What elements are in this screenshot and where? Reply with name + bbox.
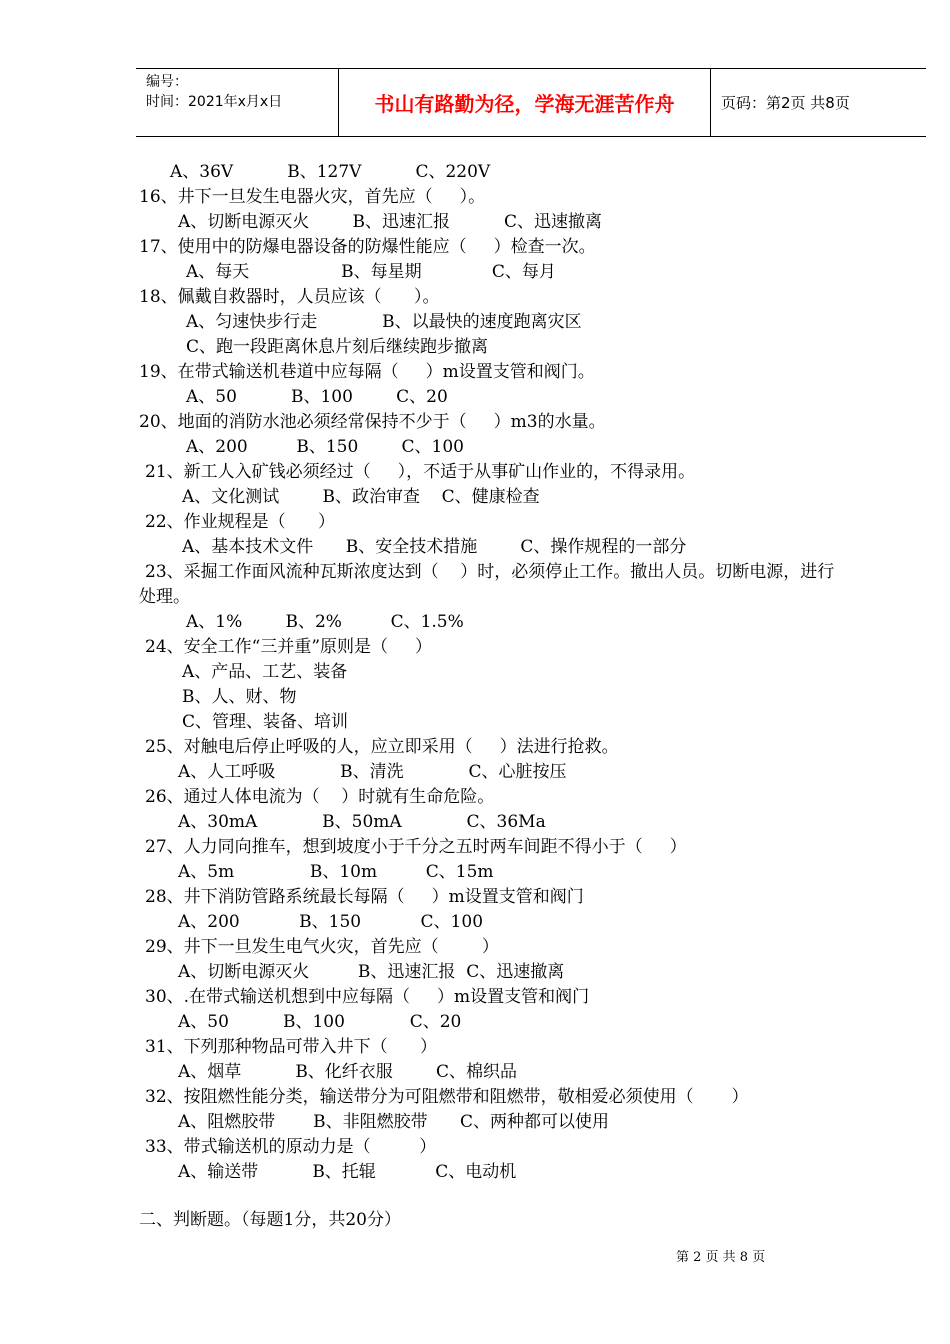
text-line: A、切断电源灭火 B、迅速汇报 C、迅速撤离	[178, 962, 565, 982]
text-line: 16、井下一旦发生电器火灾，首先应（ ）。	[139, 187, 486, 207]
text-line: 33、带式输送机的原动力是（ ）	[145, 1137, 437, 1157]
time-label: 时间：2021年x月x日	[146, 94, 283, 110]
text-line: 29、井下一旦发生电气火灾，首先应（ ）	[145, 937, 499, 957]
text-line: A、匀速快步行走 B、以最快的速度跑离灾区	[186, 312, 582, 332]
text-line: A、切断电源灭火 B、迅速汇报 C、迅速撤离	[178, 212, 603, 232]
text-line: 28、井下消防管路系统最长每隔（ ）m设置支管和阀门	[145, 887, 584, 907]
text-line: C、跑一段距离休息片刻后继续跑步撤离	[186, 337, 489, 357]
text-line: 25、对触电后停止呼吸的人，应立即采用（ ）法进行抢救。	[145, 737, 619, 757]
text-line: 23、采掘工作面风流种瓦斯浓度达到（ ）时，必须停止工作。撤出人员。切断电源，进行	[145, 562, 835, 582]
text-line: A、50 B、100 C、20	[186, 387, 448, 407]
text-line: A、人工呼吸 B、清洗 C、心脏按压	[178, 762, 567, 782]
text-line: A、200 B、150 C、100	[186, 437, 464, 457]
text-line: 二、判断题。（每题1分，共20分）	[139, 1210, 401, 1230]
text-line: 31、下列那种物品可带入井下（ ）	[145, 1037, 438, 1057]
text-line: C、管理、装备、培训	[182, 712, 349, 732]
motto: 书山有路勤为径，学海无涯苦作舟	[339, 69, 711, 136]
text-line: 19、在带式输送机巷道中应每隔（ ）m设置支管和阀门。	[139, 362, 595, 382]
text-line: 21、新工人入矿钱必须经过（ ），不适于从事矿山作业的，不得录用。	[145, 462, 696, 482]
text-line: A、50 B、100 C、20	[178, 1012, 462, 1032]
text-line: A、36V B、127V C、220V	[170, 162, 491, 182]
text-line: 20、地面的消防水池必须经常保持不少于（ ）m3的水量。	[139, 412, 606, 432]
text-line: A、阻燃胶带 B、非阻燃胶带 C、两种都可以使用	[178, 1112, 610, 1132]
header-meta-cell	[136, 69, 339, 136]
text-line: B、人、财、物	[182, 687, 297, 707]
text-line: A、5m B、10m C、15m	[178, 862, 494, 882]
text-line: A、烟草 B、化纤衣服 C、棉织品	[178, 1062, 518, 1082]
text-line: 30、.在带式输送机想到中应每隔（ ）m设置支管和阀门	[145, 987, 590, 1007]
page-info: 页码：第2页 共8页	[721, 94, 850, 112]
serial-label: 编号：	[146, 74, 188, 90]
text-line: 17、使用中的防爆电器设备的防爆性能应（ ）检查一次。	[139, 237, 596, 257]
text-line: 26、通过人体电流为（ ）时就有生命危险。	[145, 787, 495, 807]
text-line: A、产品、工艺、装备	[182, 662, 348, 682]
text-line: 27、人力同向推车，想到坡度小于千分之五时两车间距不得小于（ ）	[145, 837, 687, 857]
text-line: 32、按阻燃性能分类，输送带分为可阻燃带和阻燃带，敬相爱必须使用（ ）	[145, 1087, 749, 1107]
text-line: A、1% B、2% C、1.5%	[186, 612, 464, 632]
text-line: 22、作业规程是（ ）	[145, 512, 336, 532]
text-line: A、200 B、150 C、100	[178, 912, 484, 932]
text-line: A、30mA B、50mA C、36Ma	[178, 812, 546, 832]
text-line: A、文化测试 B、政治审查 C、健康检查	[182, 487, 540, 507]
text-line: 18、佩戴自救器时，人员应该（ ）。	[139, 287, 440, 307]
text-line: A、每天 B、每星期 C、每月	[186, 262, 556, 282]
text-line: 24、安全工作“三并重”原则是（ ）	[145, 637, 433, 657]
page-header	[136, 68, 926, 137]
text-line: A、输送带 B、托辊 C、电动机	[178, 1162, 517, 1182]
page-footer: 第 2 页 共 8 页	[676, 1250, 766, 1265]
text-line: 处理。	[139, 587, 190, 607]
text-line: A、基本技术文件 B、安全技术措施 C、操作规程的一部分	[182, 537, 687, 557]
